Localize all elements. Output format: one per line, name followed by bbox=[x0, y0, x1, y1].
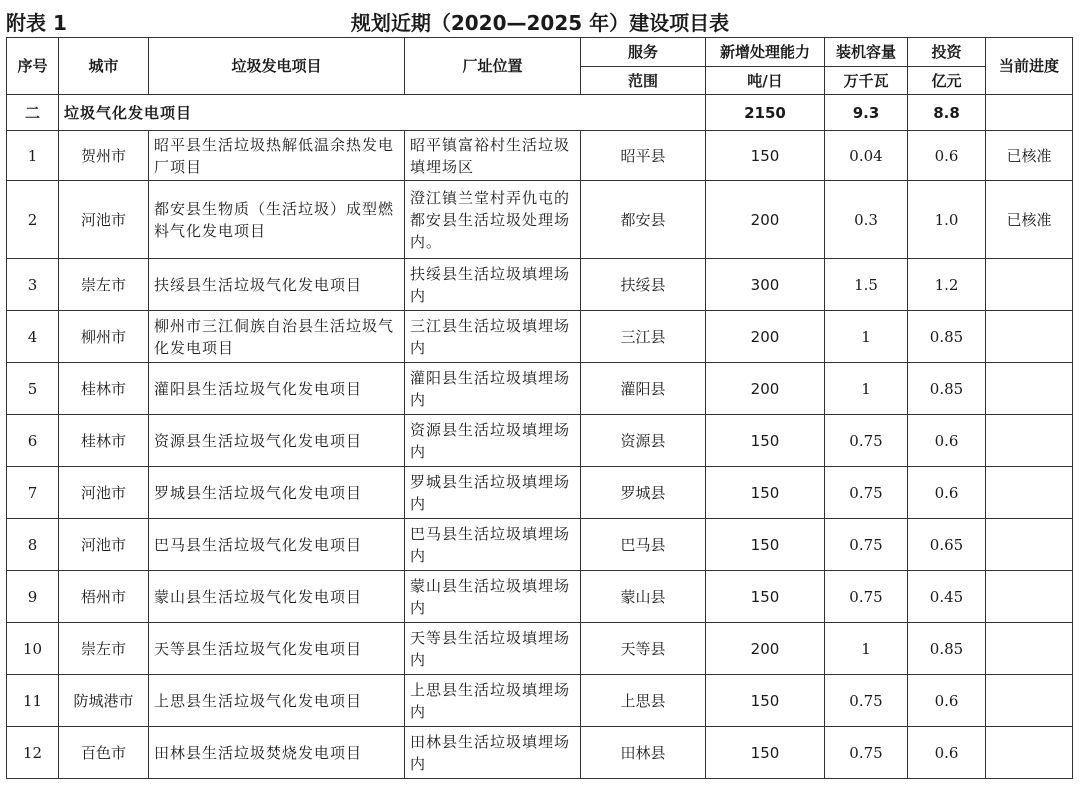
cell-installed: 0.75 bbox=[825, 467, 908, 519]
cell-site: 昭平镇富裕村生活垃圾填埋场区 bbox=[405, 131, 581, 181]
cell-progress bbox=[986, 623, 1073, 675]
cell-service: 巴马县 bbox=[581, 519, 706, 571]
cell-capacity: 150 bbox=[706, 675, 825, 727]
cell-installed: 0.75 bbox=[825, 571, 908, 623]
cell-installed: 0.75 bbox=[825, 675, 908, 727]
cell-investment: 0.6 bbox=[908, 675, 986, 727]
header-capacity-top: 新增处理能力 bbox=[706, 38, 825, 67]
cell-investment: 0.85 bbox=[908, 311, 986, 363]
table-row bbox=[7, 571, 1073, 623]
cell-site: 天等县生活垃圾填埋场内 bbox=[405, 623, 581, 675]
cell-capacity: 200 bbox=[706, 311, 825, 363]
table-row bbox=[7, 415, 1073, 467]
cell-seq: 11 bbox=[7, 675, 59, 727]
cell-capacity: 150 bbox=[706, 415, 825, 467]
section-seq: 二 bbox=[7, 95, 59, 131]
cell-city: 河池市 bbox=[59, 181, 149, 259]
cell-project: 罗城县生活垃圾气化发电项目 bbox=[149, 467, 405, 519]
cell-seq: 12 bbox=[7, 727, 59, 779]
cell-installed: 0.75 bbox=[825, 415, 908, 467]
table-body bbox=[7, 131, 1073, 779]
table-row bbox=[7, 131, 1073, 181]
cell-project: 资源县生活垃圾气化发电项目 bbox=[149, 415, 405, 467]
cell-progress bbox=[986, 571, 1073, 623]
cell-site: 田林县生活垃圾填埋场内 bbox=[405, 727, 581, 779]
cell-service: 扶绥县 bbox=[581, 259, 706, 311]
cell-project: 扶绥县生活垃圾气化发电项目 bbox=[149, 259, 405, 311]
cell-site: 资源县生活垃圾填埋场内 bbox=[405, 415, 581, 467]
cell-site: 罗城县生活垃圾填埋场内 bbox=[405, 467, 581, 519]
cell-project: 灌阳县生活垃圾气化发电项目 bbox=[149, 363, 405, 415]
cell-installed: 1 bbox=[825, 363, 908, 415]
table-row bbox=[7, 363, 1073, 415]
header-installed-bottom: 万千瓦 bbox=[825, 67, 908, 95]
cell-installed: 0.75 bbox=[825, 727, 908, 779]
section-installed: 9.3 bbox=[825, 95, 908, 131]
table-row bbox=[7, 467, 1073, 519]
cell-city: 河池市 bbox=[59, 519, 149, 571]
cell-investment: 0.6 bbox=[908, 727, 986, 779]
cell-service: 罗城县 bbox=[581, 467, 706, 519]
table-row bbox=[7, 675, 1073, 727]
cell-capacity: 150 bbox=[706, 131, 825, 181]
cell-seq: 7 bbox=[7, 467, 59, 519]
cell-city: 桂林市 bbox=[59, 363, 149, 415]
table-row bbox=[7, 311, 1073, 363]
section-name: 垃圾气化发电项目 bbox=[59, 95, 706, 131]
cell-city: 梧州市 bbox=[59, 571, 149, 623]
cell-project: 柳州市三江侗族自治县生活垃圾气化发电项目 bbox=[149, 311, 405, 363]
section-progress bbox=[986, 95, 1073, 131]
cell-city: 崇左市 bbox=[59, 623, 149, 675]
title-row bbox=[0, 0, 1080, 36]
page-title: 规划近期（2020—2025 年）建设项目表 bbox=[350, 11, 730, 35]
cell-seq: 4 bbox=[7, 311, 59, 363]
cell-service: 昭平县 bbox=[581, 131, 706, 181]
section-capacity: 2150 bbox=[706, 95, 825, 131]
cell-seq: 9 bbox=[7, 571, 59, 623]
cell-site: 巴马县生活垃圾填埋场内 bbox=[405, 519, 581, 571]
cell-site: 扶绥县生活垃圾填埋场内 bbox=[405, 259, 581, 311]
appendix-label: 附表 1 bbox=[6, 11, 67, 35]
section-investment: 8.8 bbox=[908, 95, 986, 131]
projects-table bbox=[6, 37, 1073, 779]
header-installed-top: 装机容量 bbox=[825, 38, 908, 67]
header-seq: 序号 bbox=[7, 38, 59, 95]
cell-investment: 1.0 bbox=[908, 181, 986, 259]
table-row bbox=[7, 727, 1073, 779]
cell-service: 田林县 bbox=[581, 727, 706, 779]
cell-service: 都安县 bbox=[581, 181, 706, 259]
cell-progress bbox=[986, 727, 1073, 779]
table-row bbox=[7, 181, 1073, 259]
cell-project: 上思县生活垃圾气化发电项目 bbox=[149, 675, 405, 727]
cell-investment: 0.6 bbox=[908, 467, 986, 519]
cell-city: 崇左市 bbox=[59, 259, 149, 311]
header-progress: 当前进度 bbox=[986, 38, 1073, 95]
header-row-top bbox=[7, 38, 1073, 67]
header-project: 垃圾发电项目 bbox=[149, 38, 405, 95]
cell-capacity: 200 bbox=[706, 181, 825, 259]
cell-city: 贺州市 bbox=[59, 131, 149, 181]
cell-city: 桂林市 bbox=[59, 415, 149, 467]
header-site: 厂址位置 bbox=[405, 38, 581, 95]
cell-city: 防城港市 bbox=[59, 675, 149, 727]
header-service-bottom: 范围 bbox=[581, 67, 706, 95]
cell-progress bbox=[986, 467, 1073, 519]
cell-city: 柳州市 bbox=[59, 311, 149, 363]
cell-capacity: 300 bbox=[706, 259, 825, 311]
cell-project: 昭平县生活垃圾热解低温余热发电厂项目 bbox=[149, 131, 405, 181]
cell-seq: 1 bbox=[7, 131, 59, 181]
cell-capacity: 150 bbox=[706, 467, 825, 519]
header-service-top: 服务 bbox=[581, 38, 706, 67]
cell-progress bbox=[986, 675, 1073, 727]
cell-project: 天等县生活垃圾气化发电项目 bbox=[149, 623, 405, 675]
cell-progress: 已核准 bbox=[986, 131, 1073, 181]
cell-site: 灌阳县生活垃圾填埋场内 bbox=[405, 363, 581, 415]
cell-service: 蒙山县 bbox=[581, 571, 706, 623]
cell-project: 都安县生物质（生活垃圾）成型燃料气化发电项目 bbox=[149, 181, 405, 259]
cell-site: 上思县生活垃圾填埋场内 bbox=[405, 675, 581, 727]
header-investment-top: 投资 bbox=[908, 38, 986, 67]
header-city: 城市 bbox=[59, 38, 149, 95]
cell-installed: 0.04 bbox=[825, 131, 908, 181]
cell-project: 田林县生活垃圾焚烧发电项目 bbox=[149, 727, 405, 779]
cell-capacity: 200 bbox=[706, 363, 825, 415]
cell-seq: 8 bbox=[7, 519, 59, 571]
cell-installed: 0.3 bbox=[825, 181, 908, 259]
cell-progress bbox=[986, 519, 1073, 571]
cell-city: 河池市 bbox=[59, 467, 149, 519]
cell-investment: 0.85 bbox=[908, 623, 986, 675]
cell-investment: 0.6 bbox=[908, 131, 986, 181]
cell-service: 上思县 bbox=[581, 675, 706, 727]
cell-seq: 6 bbox=[7, 415, 59, 467]
cell-service: 灌阳县 bbox=[581, 363, 706, 415]
cell-capacity: 150 bbox=[706, 519, 825, 571]
cell-site: 三江县生活垃圾填埋场内 bbox=[405, 311, 581, 363]
table-row bbox=[7, 623, 1073, 675]
table-row bbox=[7, 519, 1073, 571]
cell-service: 资源县 bbox=[581, 415, 706, 467]
cell-city: 百色市 bbox=[59, 727, 149, 779]
cell-seq: 10 bbox=[7, 623, 59, 675]
cell-investment: 0.65 bbox=[908, 519, 986, 571]
cell-service: 天等县 bbox=[581, 623, 706, 675]
cell-investment: 0.45 bbox=[908, 571, 986, 623]
cell-investment: 1.2 bbox=[908, 259, 986, 311]
cell-installed: 1.5 bbox=[825, 259, 908, 311]
cell-progress bbox=[986, 415, 1073, 467]
header-capacity-bottom: 吨/日 bbox=[706, 67, 825, 95]
cell-seq: 2 bbox=[7, 181, 59, 259]
cell-capacity: 150 bbox=[706, 727, 825, 779]
cell-installed: 0.75 bbox=[825, 519, 908, 571]
section-row bbox=[7, 95, 1073, 131]
cell-service: 三江县 bbox=[581, 311, 706, 363]
cell-seq: 3 bbox=[7, 259, 59, 311]
cell-capacity: 150 bbox=[706, 571, 825, 623]
cell-progress bbox=[986, 311, 1073, 363]
cell-investment: 0.6 bbox=[908, 415, 986, 467]
cell-progress: 已核准 bbox=[986, 181, 1073, 259]
cell-project: 巴马县生活垃圾气化发电项目 bbox=[149, 519, 405, 571]
cell-capacity: 200 bbox=[706, 623, 825, 675]
cell-investment: 0.85 bbox=[908, 363, 986, 415]
cell-progress bbox=[986, 363, 1073, 415]
cell-installed: 1 bbox=[825, 311, 908, 363]
cell-site: 蒙山县生活垃圾填埋场内 bbox=[405, 571, 581, 623]
cell-progress bbox=[986, 259, 1073, 311]
cell-seq: 5 bbox=[7, 363, 59, 415]
header-investment-bottom: 亿元 bbox=[908, 67, 986, 95]
cell-site: 澄江镇兰堂村弄仇屯的都安县生活垃圾处理场内。 bbox=[405, 181, 581, 259]
table-row bbox=[7, 259, 1073, 311]
cell-installed: 1 bbox=[825, 623, 908, 675]
cell-project: 蒙山县生活垃圾气化发电项目 bbox=[149, 571, 405, 623]
